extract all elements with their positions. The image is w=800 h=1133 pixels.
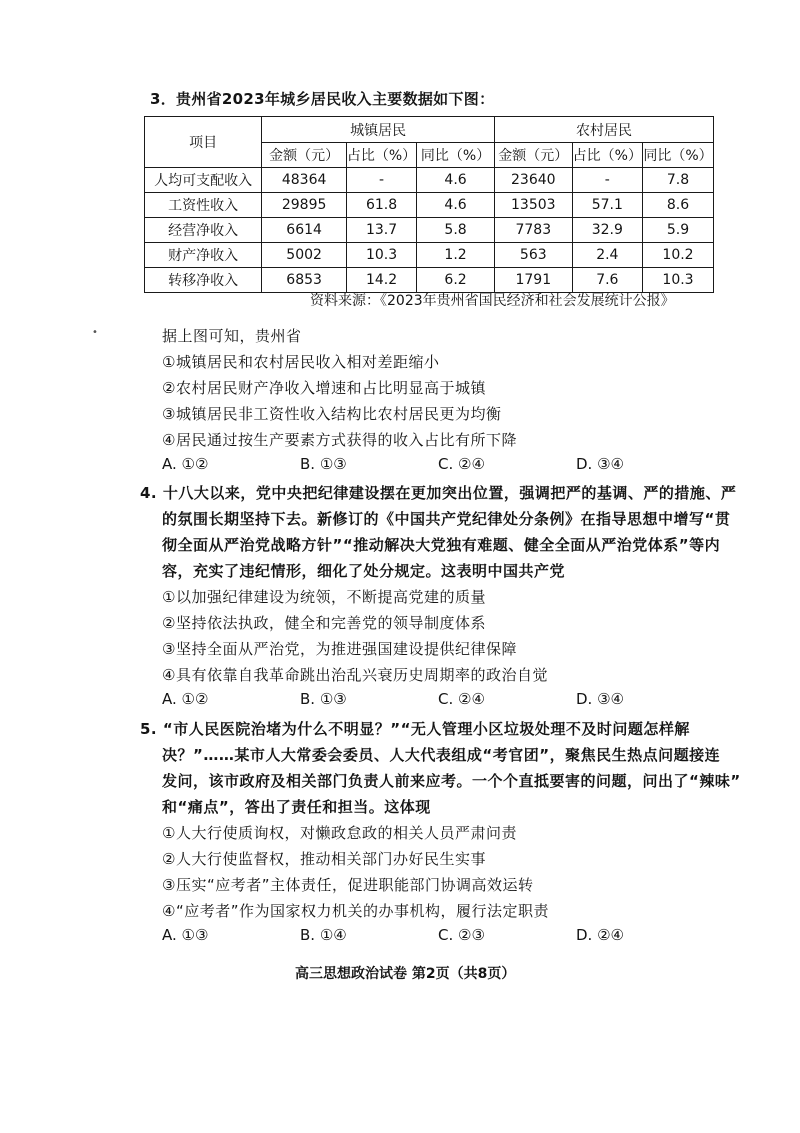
income-table xyxy=(144,116,714,293)
table-cell: 5.9 xyxy=(642,218,713,243)
table-cell: - xyxy=(572,168,642,193)
q4-item-4: ④具有依靠自我革命跳出治乱兴衰历史周期率的政治自觉 xyxy=(162,666,548,684)
table-cell: 29895 xyxy=(262,193,347,218)
table-subheader: 金额（元） xyxy=(494,143,572,168)
table-cell: 6614 xyxy=(262,218,347,243)
table-cell: 10.3 xyxy=(642,268,713,293)
table-subheader: 金额（元） xyxy=(262,143,347,168)
table-cell: 14.2 xyxy=(346,268,416,293)
page-footer: 高三思想政治试卷 第2页（共8页） xyxy=(295,966,516,982)
q5-item-4: ④“应考者”作为国家权力机关的办事机构，履行法定职责 xyxy=(162,902,549,920)
q4-line-3: 彻全面从严治党战略方针”“推动解决大党独有难题、健全全面从严治党体系”等内 xyxy=(162,536,721,554)
q4-options xyxy=(162,690,722,710)
table-cell: 7.6 xyxy=(572,268,642,293)
table-cell: 人均可支配收入 xyxy=(145,168,262,193)
q4-item-1: ①以加强纪律建设为统领，不断提高党建的质量 xyxy=(162,588,486,606)
table-item-header: 项目 xyxy=(145,117,262,168)
table-row xyxy=(145,218,714,243)
q4-item-3: ③坚持全面从严治党，为推进强国建设提供纪律保障 xyxy=(162,640,517,658)
table-cell: 4.6 xyxy=(417,168,495,193)
table-row xyxy=(145,168,714,193)
table-cell: 10.3 xyxy=(346,243,416,268)
q5-line-3: 发问，该市政府及相关部门负责人前来应考。一个个直抵要害的问题，问出了“辣味” xyxy=(162,772,741,790)
q5-option-d: D. ②④ xyxy=(576,926,624,944)
q3-item-2: ②农村居民财产净收入增速和占比明显高于城镇 xyxy=(162,379,486,397)
table-cell: 5.8 xyxy=(417,218,495,243)
q3-title: 3．贵州省2023年城乡居民收入主要数据如下图： xyxy=(150,90,495,108)
q5-item-3: ③压实“应考者”主体责任，促进职能部门协调高效运转 xyxy=(162,876,534,894)
q5-option-a: A. ①③ xyxy=(162,926,209,944)
table-cell: 2.4 xyxy=(572,243,642,268)
table-row xyxy=(145,193,714,218)
table-cell: 1.2 xyxy=(417,243,495,268)
scan-speck: • xyxy=(92,327,98,338)
q5-item-1: ①人大行使质询权，对懒政怠政的相关人员严肃问责 xyxy=(162,824,517,842)
q5-options xyxy=(162,926,722,946)
q4-option-a: A. ①② xyxy=(162,690,209,708)
q4-option-b: B. ①③ xyxy=(300,690,347,708)
table-subheader: 占比（%） xyxy=(346,143,416,168)
table-cell: 13503 xyxy=(494,193,572,218)
table-cell: 4.6 xyxy=(417,193,495,218)
table-cell: 7.8 xyxy=(642,168,713,193)
table-cell: 563 xyxy=(494,243,572,268)
table-subheader: 同比（%） xyxy=(417,143,495,168)
q5-line-4: 和“痛点”，答出了责任和担当。这体现 xyxy=(162,798,431,816)
q5-line-2: 决？”……某市人大常委会委员、人大代表组成“考官团”，聚焦民生热点问题接连 xyxy=(162,746,721,764)
table-cell: 23640 xyxy=(494,168,572,193)
q3-item-4: ④居民通过按生产要素方式获得的收入占比有所下降 xyxy=(162,431,517,449)
q4-line-2: 的氛围长期坚持下去。新修订的《中国共产党纪律处分条例》在指导思想中增写“贯 xyxy=(162,510,731,528)
table-cell: 1791 xyxy=(494,268,572,293)
q3-option-c: C. ②④ xyxy=(438,455,485,473)
table-cell: 财产净收入 xyxy=(145,243,262,268)
q5-line-1: 5. “市人民医院治堵为什么不明显？”“无人管理小区垃圾处理不及时问题怎样解 xyxy=(140,720,690,738)
table-cell: 6.2 xyxy=(417,268,495,293)
q3-item-3: ③城镇居民非工资性收入结构比农村居民更为均衡 xyxy=(162,405,502,423)
table-cell: 61.8 xyxy=(346,193,416,218)
q4-line-1: 4. 十八大以来，党中央把纪律建设摆在更加突出位置，强调把严的基调、严的措施、严 xyxy=(140,484,737,502)
table-cell: 6853 xyxy=(262,268,347,293)
table-cell: 8.6 xyxy=(642,193,713,218)
q3-item-1: ①城镇居民和农村居民收入相对差距缩小 xyxy=(162,353,440,371)
table-cell: 5002 xyxy=(262,243,347,268)
table-subheader: 同比（%） xyxy=(642,143,713,168)
q5-option-b: B. ①④ xyxy=(300,926,347,944)
q4-option-c: C. ②④ xyxy=(438,690,485,708)
table-group-rural: 农村居民 xyxy=(494,117,713,143)
q4-item-2: ②坚持依法执政，健全和完善党的领导制度体系 xyxy=(162,614,486,632)
table-subheader: 占比（%） xyxy=(572,143,642,168)
table-row xyxy=(145,243,714,268)
table-cell: 48364 xyxy=(262,168,347,193)
q5-item-2: ②人大行使监督权，推动相关部门办好民生实事 xyxy=(162,850,486,868)
table-cell: 7783 xyxy=(494,218,572,243)
table-cell: 工资性收入 xyxy=(145,193,262,218)
q4-line-4: 容，充实了违纪情形，细化了处分规定。这表明中国共产党 xyxy=(162,562,566,580)
q3-option-a: A. ①② xyxy=(162,455,209,473)
q4-option-d: D. ③④ xyxy=(576,690,624,708)
table-group-urban: 城镇居民 xyxy=(262,117,495,143)
table-cell: 经营净收入 xyxy=(145,218,262,243)
q5-option-c: C. ②③ xyxy=(438,926,485,944)
q3-option-b: B. ①③ xyxy=(300,455,347,473)
q3-stem: 据上图可知，贵州省 xyxy=(162,327,302,345)
table-cell: - xyxy=(346,168,416,193)
table-cell: 转移净收入 xyxy=(145,268,262,293)
table-row xyxy=(145,268,714,293)
table-cell: 13.7 xyxy=(346,218,416,243)
table-cell: 10.2 xyxy=(642,243,713,268)
q3-options xyxy=(162,455,722,475)
table-source: 资料来源：《2023年贵州省国民经济和社会发展统计公报》 xyxy=(310,293,675,309)
table-cell: 57.1 xyxy=(572,193,642,218)
q3-option-d: D. ③④ xyxy=(576,455,624,473)
table-cell: 32.9 xyxy=(572,218,642,243)
